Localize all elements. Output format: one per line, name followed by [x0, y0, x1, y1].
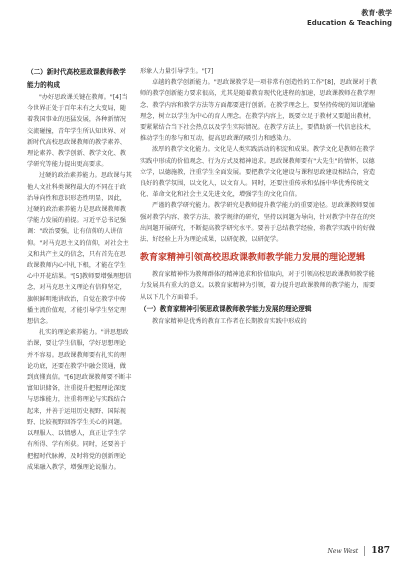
right-paragraph-2: 浓厚的教学文化能力。文化是人类实践活动的积淀和成果。教学文化是教师在教学实践中形成的价值观念、行为方式及精神追求。思政课教师要有"大先生"的情怀，以德立学，以德施教，注重学生全面发展。要把教学文化建设与课程思政建设相结合，营造良好的教学氛围，以文化人，以文育人。同时，还要注重传承和弘扬中华优秀传统文化、革命文化和社会主义先进文化，增强学生的文化自信。: [140, 146, 376, 199]
footer-journal-name: New West: [327, 547, 359, 555]
right-top-paragraph: 形象人力量引导学生。"[7]: [140, 68, 214, 75]
right-paragraph-1: 卓越的教学创新能力。"思政课教学是一项非常有创造性的工作"[8]，思政课对于教师的教学创新能力要求很高，尤其是随着教育现代化进程的加速，思政课教师在教学理念、教学内容和教学方法等方面都要进行创新。在教学理念上，要坚持传统的知识灌输理念，树立以学生为中心的育人理念。在教学内容上，既要立足于教材又要超出教材，要紧紧结合当下社会热点以及学生实际情况。在教学方法上，要借助新一代信息技术，推动学生的参与和互动，提高思政课的吸引力和感染力。: [140, 79, 377, 143]
page-header: [307, 8, 392, 28]
left-paragraph-1: "办好思政课关键在教师。"[4]当今世界正处于百年未有之大变局，随着我国事业的迅猛发展，各种新情况交流碰撞，青年学生所认知世界、对新时代高校思政课教师的教学素养、理论素养、教学创新、教学文化、教学研究等能力提出更高要求。: [27, 94, 128, 169]
page-footer: [328, 546, 390, 556]
section-paragraph: 教育家精神作为教师群体的精神追求和价值取向，对于引领高校思政课教师教学能力发展具有重大的意义。以教育家精神为引领，着力提升思政课教师的教学能力，需要从以下几个方面着手。: [140, 271, 376, 301]
left-column: [27, 66, 132, 473]
right-paragraph-3: 严谨的教学研究能力。教学研究是教师提升教学能力的重要途径。思政课教师要加强对教学内容、教学方法、教学规律的研究，坚持以问题为导向，针对教学中存在的突出问题开展研究，不断提高教学研究水平。要善于总结教学经验，将教学实践中的好做法、好经验上升为理论成果，以研促教，以研促学。: [140, 202, 376, 244]
right-last-paragraph: 教育家精神是优秀的教育工作者在长期教育实践中形成的: [152, 317, 307, 325]
right-column: [140, 66, 378, 327]
section-title: 教育家精神引领高校思政课教师教学能力发展的理论逻辑: [140, 253, 366, 264]
left-subheading: （二）新时代高校思政课教师教学能力的构成: [27, 68, 126, 89]
page-number: 187: [371, 546, 390, 556]
header-section-cn: 教育·教学: [361, 9, 392, 17]
left-paragraph-3: 扎实的理论素养能力。"讲思想政治课，要让学生信服，学好思想理论并不容易。思政课教师要有扎实的理论功底，还要在教学中融会贯通，做到真懂真信。"[6]思政课教师要不断丰富知识储备，注重提升把握理论深度与思维能力，注重将理论与实践结合起来，并善于运用历史视野、国际视野、比较视野回答学生关心的问题。以理服人、以情感人，真正让学生学有所得、学有所获。同时，还要善于把握时代脉搏，及时将党的创新理论成果融入教学，增强理论说服力。: [27, 329, 132, 471]
header-section-en: Education & Teaching: [306, 19, 392, 27]
footer-divider: [364, 546, 365, 556]
left-paragraph-2: 过硬的政治素养能力。思政课与其他人文社科类课程最大的不同在于政治导向性和意识形态性明显，因此，过硬的政治素养能力是思政课教师教学能力发展的前提。习近平总书记强调："政治要强，让有信仰的人讲信仰。"对马克思主义的信仰，对社会主义和共产主义的信念，只有首先在思政课教师内心中扎下根，才能在学生心中开花结果。"[5]教师要增强理想信念，对马克思主义理论有信仰坚定，旗帜鲜明地讲政治，自觉在教学中传播主流价值观，才能引导学生坚定理想信念。: [27, 172, 132, 326]
right-subheading: （一）教育家精神引领思政课教师教学能力发展的理论逻辑: [140, 304, 312, 313]
